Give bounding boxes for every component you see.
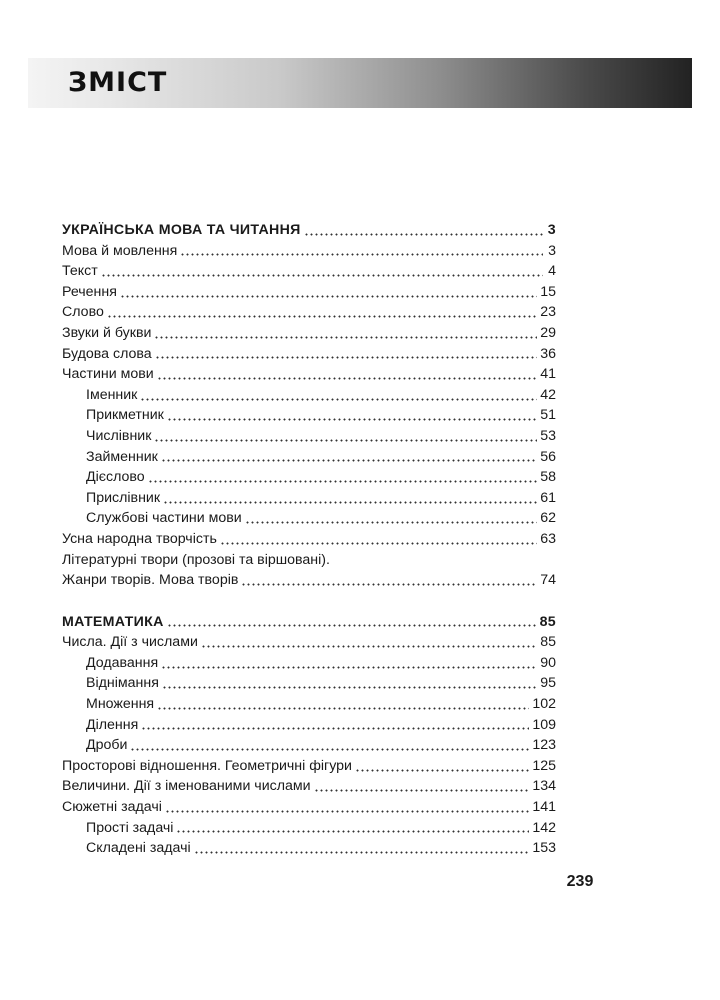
dot-leader (107, 315, 537, 318)
toc-entry-page: 3 (547, 222, 556, 238)
dot-leader (157, 707, 529, 710)
dot-leader (220, 542, 537, 545)
page-title: ЗМІСТ (68, 67, 168, 98)
dot-leader (163, 501, 537, 504)
toc-entry-page: 62 (540, 510, 556, 527)
toc-entry-label: Слово (62, 304, 104, 321)
dot-leader (167, 418, 537, 421)
toc-section (62, 612, 556, 859)
toc-entry-page: 41 (540, 366, 556, 383)
toc-entry-page: 123 (532, 737, 556, 754)
toc-entry (62, 282, 556, 303)
toc-entry-page: 42 (540, 386, 556, 403)
dot-leader (180, 253, 543, 256)
toc-entry-label: Мова й мовлення (62, 242, 178, 259)
toc-entry-page: 23 (540, 304, 556, 321)
toc-section (62, 220, 556, 591)
title-banner (28, 58, 692, 108)
dot-leader (201, 645, 537, 648)
toc-entry-label: Частини мови (62, 366, 154, 383)
toc-entry-page: 58 (540, 469, 556, 486)
toc-entry-page: 134 (532, 778, 556, 795)
toc-entry (62, 344, 556, 365)
section-heading (62, 220, 556, 241)
dot-leader (355, 769, 529, 772)
toc-entry-label: Прикметник (86, 407, 164, 424)
dot-leader (165, 810, 529, 813)
toc-entry-page: 153 (532, 840, 556, 857)
toc-entry-page: 109 (532, 716, 556, 733)
toc-entry (62, 570, 556, 591)
toc-entry (62, 776, 556, 797)
toc-entry-page: 56 (540, 448, 556, 465)
toc-entry-page: 53 (540, 427, 556, 444)
toc-entry-label: Складені задачі (86, 840, 191, 857)
toc-entry-page: 85 (540, 634, 556, 651)
toc-entry-page: 125 (532, 757, 556, 774)
toc-entry-page: 61 (540, 489, 556, 506)
toc-entry-label: Дієслово (86, 469, 145, 486)
toc-entry (62, 241, 556, 262)
dot-leader (161, 666, 537, 669)
dot-leader (161, 459, 537, 462)
table-of-contents (62, 220, 556, 859)
dot-leader (194, 851, 530, 854)
toc-entry-label: Усна народна творчість (62, 530, 217, 547)
toc-entry-label: Займенник (86, 448, 158, 465)
dot-leader (162, 686, 537, 689)
toc-subentry (62, 385, 556, 406)
dot-leader (167, 624, 537, 627)
toc-entry-label: Літературні твори (прозові та віршовані). (62, 551, 330, 568)
toc-entry-label: Дроби (86, 737, 128, 754)
dot-leader (314, 789, 530, 792)
toc-entry-label: Текст (62, 263, 98, 280)
dot-leader (154, 336, 537, 339)
toc-entry (62, 550, 556, 571)
toc-entry-label: Звуки й букви (62, 324, 152, 341)
toc-entry-page: 85 (539, 613, 556, 630)
toc-entry (62, 323, 556, 344)
toc-subentry (62, 735, 556, 756)
section-heading (62, 612, 556, 633)
toc-entry (62, 364, 556, 385)
toc-entry-page: 29 (540, 324, 556, 341)
toc-entry (62, 756, 556, 777)
dot-leader (241, 583, 537, 586)
dot-leader (304, 233, 543, 236)
toc-entry-label: Будова слова (62, 345, 152, 362)
dot-leader (120, 295, 537, 298)
toc-entry-page: 4 (548, 263, 556, 280)
toc-entry-label: Віднімання (86, 675, 159, 692)
toc-entry-label: Додавання (86, 654, 159, 671)
toc-subentry (62, 467, 556, 488)
toc-subentry (62, 447, 556, 468)
toc-entry-page: 36 (540, 345, 556, 362)
toc-subentry (62, 838, 556, 859)
toc-entry (62, 261, 556, 282)
toc-entry-page: 141 (532, 799, 556, 816)
toc-entry (62, 302, 556, 323)
toc-subentry (62, 715, 556, 736)
toc-subentry (62, 426, 556, 447)
toc-entry-label: Прості задачі (86, 819, 174, 836)
toc-entry-label: Ділення (86, 716, 139, 733)
toc-entry-label: Сюжетні задачі (62, 799, 162, 816)
toc-entry-page: 63 (540, 530, 556, 547)
toc-entry-page: 90 (540, 654, 556, 671)
dot-leader (141, 727, 529, 730)
toc-entry (62, 529, 556, 550)
toc-entry-page: 74 (540, 572, 556, 589)
dot-leader (157, 377, 538, 380)
page-number: 239 (566, 873, 594, 890)
toc-subentry (62, 508, 556, 529)
toc-entry-page: 3 (548, 242, 556, 259)
toc-entry-label: МАТЕМАТИКА (62, 613, 164, 630)
dot-leader (245, 521, 538, 524)
toc-subentry (62, 818, 556, 839)
dot-leader (140, 398, 537, 401)
toc-entry-label: Числа. Дії з числами (62, 634, 198, 651)
dot-leader (155, 356, 538, 359)
toc-entry-label: Просторові відношення. Геометричні фігури (62, 757, 352, 774)
toc-entry (62, 797, 556, 818)
toc-subentry (62, 673, 556, 694)
toc-subentry (62, 653, 556, 674)
toc-subentry (62, 405, 556, 426)
toc-entry-page: 51 (540, 407, 556, 424)
toc-entry-label: Прислівник (86, 489, 161, 506)
dot-leader (154, 439, 537, 442)
toc-entry-label: Величини. Дії з іменованими числами (62, 778, 311, 795)
toc-entry-page: 102 (532, 696, 556, 713)
toc-entry-label: УКРАЇНСЬКА МОВА ТА ЧИТАННЯ (62, 222, 301, 238)
toc-entry-label: Жанри творів. Мова творів (62, 572, 239, 589)
toc-entry-label: Речення (62, 283, 117, 300)
toc-entry-label: Числівник (86, 427, 152, 444)
toc-subentry (62, 488, 556, 509)
toc-entry-label: Іменник (86, 386, 138, 403)
dot-leader (176, 830, 529, 833)
toc-entry (62, 632, 556, 653)
dot-leader (130, 748, 529, 751)
dot-leader (148, 480, 538, 483)
toc-entry-page: 142 (532, 819, 556, 836)
toc-entry-page: 15 (540, 283, 556, 300)
toc-entry-label: Службові частини мови (86, 510, 242, 527)
toc-entry-label: Множення (86, 696, 155, 713)
dot-leader (101, 274, 543, 277)
toc-subentry (62, 694, 556, 715)
toc-entry-page: 95 (540, 675, 556, 692)
